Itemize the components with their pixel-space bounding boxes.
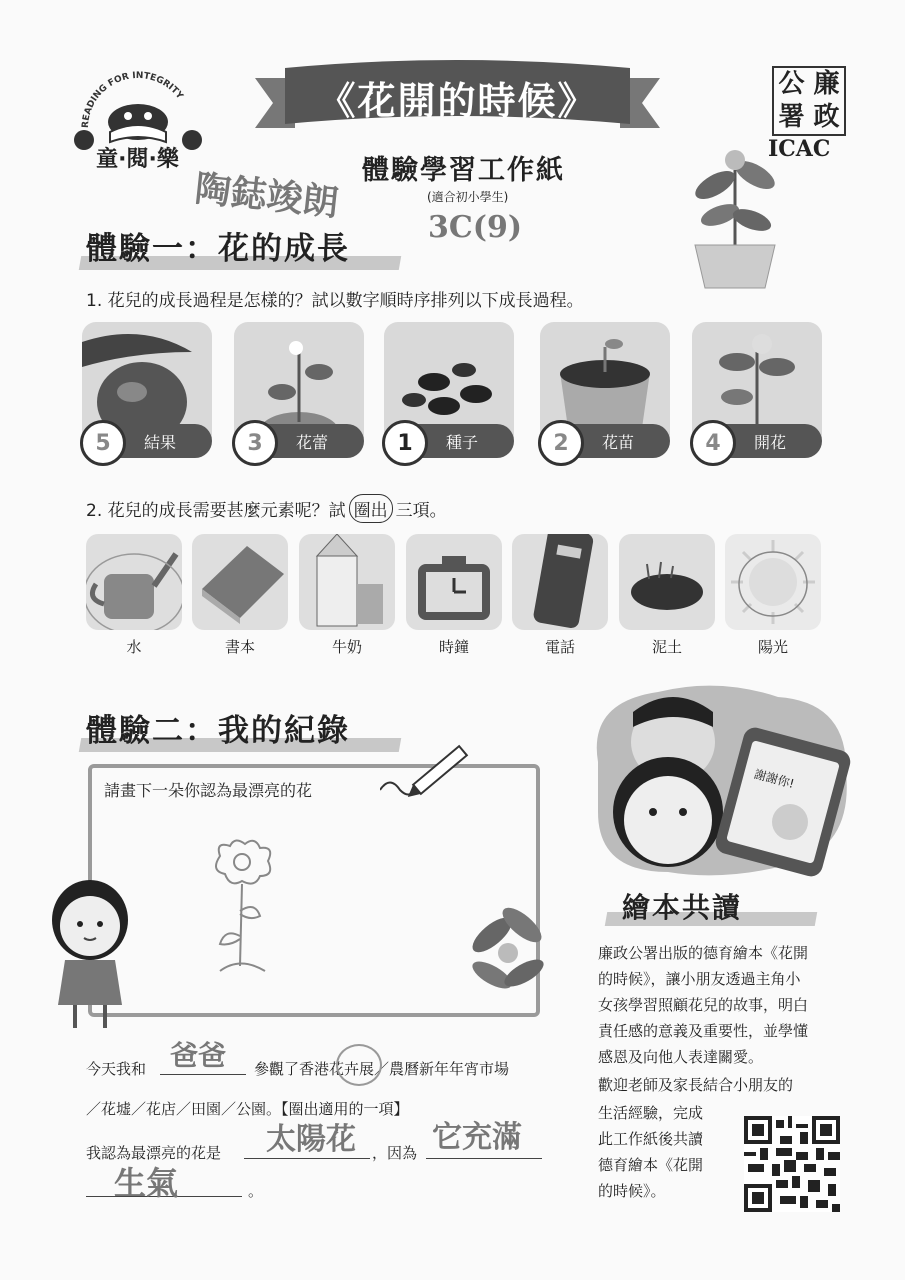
pencil-icon [380, 740, 470, 800]
title-banner [255, 58, 660, 138]
section1-title [86, 223, 350, 268]
stage-pill [540, 424, 670, 458]
stage-pill [82, 424, 212, 458]
reading-line: 責任感的意義及重要性，並學懂 [598, 1022, 809, 1040]
reading-line: 生活經驗，完成 [598, 1104, 704, 1122]
question-1: 1. 花兒的成長過程是怎樣的？試以數字順時序排列以下成長過程。 [86, 291, 584, 311]
leaves-decoration [462, 895, 552, 1015]
section2-title-text: 體驗二：我的紀錄 [86, 713, 350, 749]
line4-suffix: 。 [248, 1182, 264, 1200]
stage-answer[interactable]: 4 [690, 420, 736, 466]
section2-title [86, 705, 350, 750]
q2-prefix: 2. 花兒的成長需要甚麼元素呢？試 [86, 501, 346, 521]
element-label: 牛奶 [331, 638, 362, 656]
element-label: 水 [126, 638, 142, 656]
icac-char: 署 [778, 102, 805, 132]
reason-answer-2: 生氣 [114, 1164, 179, 1202]
stage-answer[interactable]: 2 [538, 420, 584, 466]
stage-answer: 1 [382, 420, 428, 466]
element-tile-phone[interactable] [512, 534, 608, 630]
line3-prefix: 我認為最漂亮的花是 [86, 1144, 222, 1162]
stage-label: 花蕾 [296, 432, 329, 452]
line3-mid: ，因為 [372, 1144, 418, 1162]
logo-name: 童·閱·樂 [96, 147, 179, 172]
stage-answer[interactable]: 3 [232, 420, 278, 466]
reading-illustration [578, 682, 856, 882]
icac-char: 公 [778, 69, 805, 99]
student-name: 陶鋕竣朗 [192, 167, 341, 225]
reading-line: 歡迎老師及家長結合小朋友的 [598, 1076, 794, 1094]
flower-field[interactable] [244, 1122, 370, 1159]
logo-arc-text: READING FOR INTEGRITY [80, 70, 185, 129]
icac-abbr: ICAC [768, 136, 831, 162]
worksheet-subtitle: 體驗學習工作紙 [362, 155, 565, 186]
line1-suffix: 參觀了香港花卉展／農曆新年年宵市場 [254, 1060, 510, 1078]
circle-mark [336, 1044, 382, 1086]
reading-line: 的時候》。 [598, 1182, 666, 1200]
icac-char: 廉 [813, 69, 840, 99]
stage-pill [234, 424, 364, 458]
girl-illustration [40, 880, 140, 1030]
element-label: 書本 [224, 638, 255, 656]
stage-pill [692, 424, 822, 458]
reason-field[interactable] [426, 1122, 542, 1159]
reading-line: 廉政公署出版的德育繪本《花開 [598, 944, 809, 962]
question-2 [86, 494, 447, 523]
stage-answer[interactable]: 5 [80, 420, 126, 466]
element-tile-milk[interactable] [299, 534, 395, 630]
q2-suffix: 三項。 [395, 501, 447, 521]
student-class: 3C(9) [428, 210, 523, 245]
element-tile-clock[interactable] [406, 534, 502, 630]
grade-note: (適合初小學生) [427, 190, 509, 204]
reading-line: 的時候》，讓小朋友透過主角小 [598, 970, 801, 988]
line1-prefix: 今天我和 [86, 1060, 147, 1078]
element-label: 電話 [544, 638, 575, 656]
companion-answer: 爸爸 [170, 1039, 227, 1072]
reading-title [622, 886, 742, 926]
child-flower-drawing [200, 836, 290, 986]
stage-label: 開花 [754, 432, 787, 452]
reading-for-integrity-logo [70, 70, 205, 180]
stage-pill [384, 424, 514, 458]
section1-title-text: 體驗一：花的成長 [86, 231, 350, 267]
element-tile-soil[interactable] [619, 534, 715, 630]
element-tile-sunlight[interactable] [725, 534, 821, 630]
element-label: 時鐘 [438, 638, 469, 656]
element-label: 泥土 [651, 638, 682, 656]
icac-char: 政 [813, 102, 840, 132]
reading-title-text: 繪本共讀 [622, 891, 743, 924]
phone-message: 謝謝你! [752, 766, 796, 792]
companion-field[interactable] [160, 1040, 246, 1075]
qr-code[interactable] [744, 1116, 840, 1212]
line2-options: ／花墟／花店／田園／公園。【圈出適用的一項】 [86, 1100, 409, 1118]
element-label: 陽光 [757, 638, 788, 656]
q2-circled: 圈出 [349, 494, 393, 523]
stage-label: 花苗 [602, 432, 635, 452]
stage-label: 種子 [446, 432, 479, 452]
worksheet-title: 《花開的時候》 [317, 79, 598, 123]
reason-field-2[interactable] [86, 1158, 242, 1202]
reading-line: 此工作紙後共讀 [598, 1130, 704, 1148]
stage-label: 結果 [144, 432, 177, 452]
element-tile-book[interactable] [192, 534, 288, 630]
reading-line: 德育繪本《花開 [598, 1156, 704, 1174]
reason-answer: 它充滿 [432, 1120, 522, 1155]
reading-line: 感恩及向他人表達關愛。 [598, 1048, 764, 1066]
reading-line: 女孩學習照顧花兒的故事，明白 [598, 996, 809, 1014]
flower-answer: 太陽花 [266, 1122, 356, 1157]
draw-prompt: 請畫下一朵你認為最漂亮的花 [104, 778, 318, 801]
potted-plant-illustration [680, 130, 790, 290]
element-tile-water[interactable] [86, 534, 182, 630]
